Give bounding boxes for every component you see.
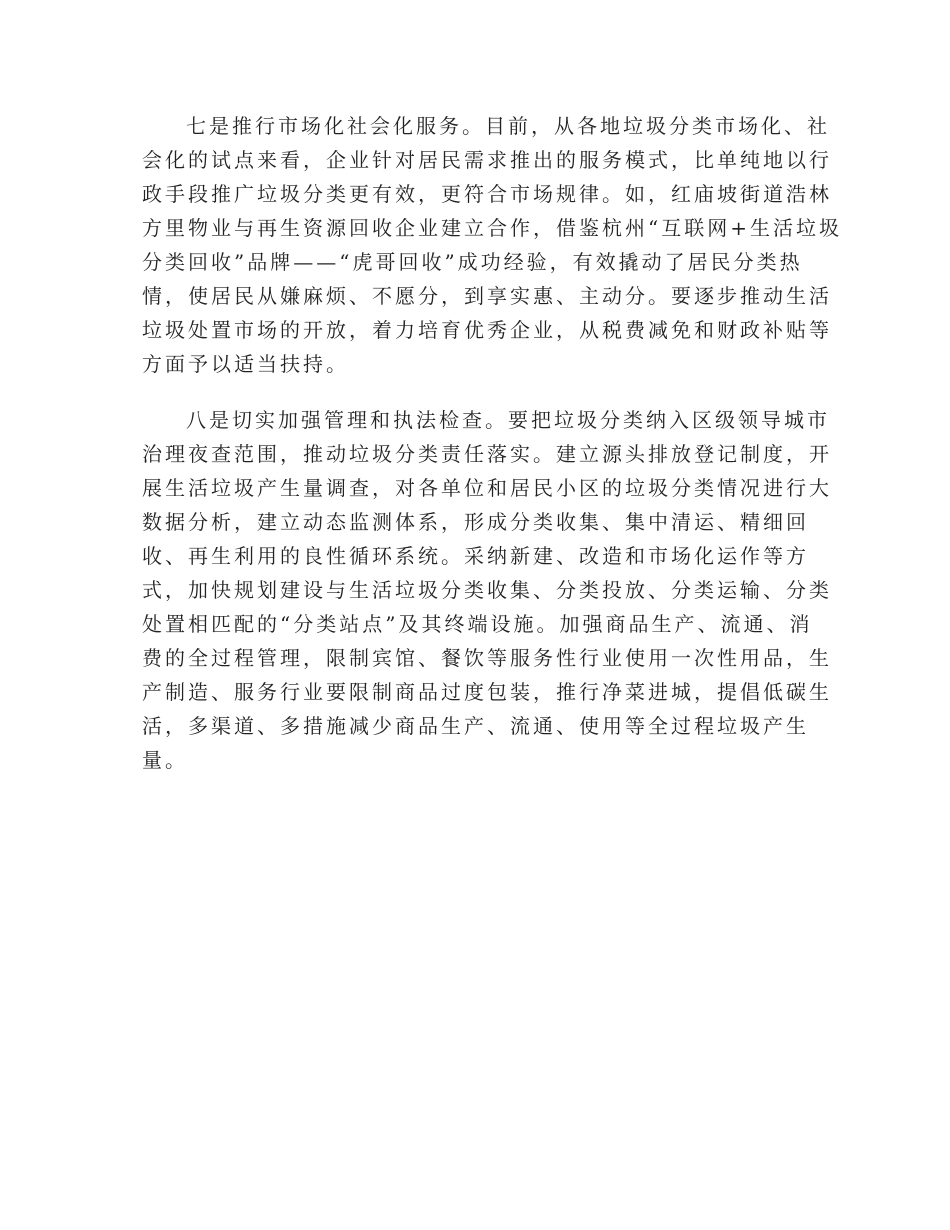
text-line: 展生活垃圾产生量调查，对各单位和居民小区的垃圾分类情况进行大: [142, 476, 832, 500]
text-line: 方里物业与再生资源回收企业建立合作，借鉴杭州“互联网+生活垃圾: [142, 216, 842, 240]
text-line: 数据分析，建立动态监测体系，形成分类收集、集中清运、精细回: [142, 510, 809, 534]
text-line: 费的全过程管理，限制宾馆、餐饮等服务性行业使用一次性用品，生: [142, 646, 832, 670]
text-line: 量。: [142, 748, 188, 772]
text-line: 活，多渠道、多措施减少商品生产、流通、使用等全过程垃圾产生: [142, 714, 809, 738]
text-line: 政手段推广垃圾分类更有效，更符合市场规律。如，红庙坡街道浩林: [142, 182, 832, 206]
text-line: 分类回收”品牌——“虎哥回收”成功经验，有效撬动了居民分类热: [142, 250, 803, 274]
text-line: 会化的试点来看，企业针对居民需求推出的服务模式，比单纯地以行: [142, 148, 832, 172]
text-line: 产制造、服务行业要限制商品过度包装，推行净菜进城，提倡低碳生: [142, 680, 832, 704]
text-line: 方面予以适当扶持。: [142, 352, 349, 376]
text-line: 情，使居民从嫌麻烦、不愿分，到享实惠、主动分。要逐步推动生活: [142, 284, 832, 308]
text-line: 治理夜查范围，推动垃圾分类责任落实。建立源头排放登记制度，开: [142, 442, 832, 466]
paragraph-market-services: [142, 109, 842, 381]
text-line: 式，加快规划建设与生活垃圾分类收集、分类投放、分类运输、分类: [142, 578, 832, 602]
text-line: 七是推行市场化社会化服务。目前，从各地垃圾分类市场化、社: [186, 114, 830, 138]
text-line: 垃圾处置市场的开放，着力培育优秀企业，从税费减免和财政补贴等: [142, 318, 832, 342]
text-line: 收、再生利用的良性循环系统。采纳新建、改造和市场化运作等方: [142, 544, 809, 568]
document-page: [142, 109, 842, 799]
text-line: 处置相匹配的“分类站点”及其终端设施。加强商品生产、流通、消: [142, 612, 813, 636]
text-line: 八是切实加强管理和执法检查。要把垃圾分类纳入区级领导城市: [186, 408, 830, 432]
paragraph-management-enforcement: [142, 403, 832, 777]
